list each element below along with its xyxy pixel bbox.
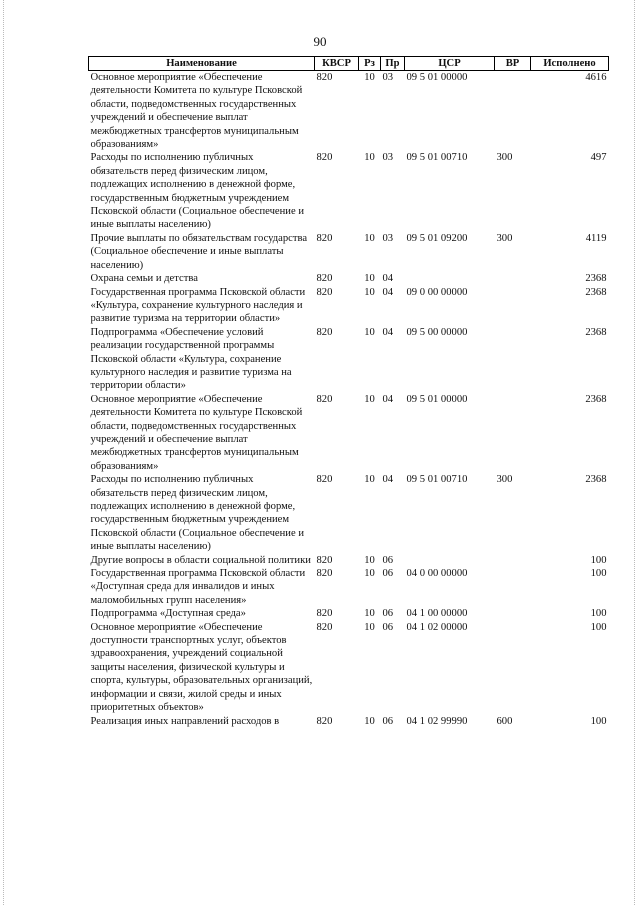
row-kvsr: 820 [316,393,333,405]
row-pr: 04 [382,474,394,486]
table-row [89,326,609,393]
row-kvsr: 820 [316,554,333,566]
table-row [89,272,609,285]
row-amount: 4616 [585,72,607,83]
row-pr: 03 [382,72,394,83]
row-csr: 09 5 01 00710 [406,152,468,164]
row-pr: 06 [382,715,394,727]
row-csr: 04 1 02 99990 [406,715,468,727]
header-rz: Рз [359,57,381,71]
table-row [89,232,609,272]
row-pr: 04 [382,273,394,285]
table-body [89,71,609,728]
row-kvsr: 820 [316,286,333,298]
row-csr: 09 5 01 00000 [406,72,468,83]
row-kvsr: 820 [316,232,333,244]
table-row [89,151,609,231]
row-csr [405,272,495,285]
row-vr [495,393,531,473]
table-row [89,621,609,715]
row-vr [495,621,531,715]
row-amount: 2368 [585,326,607,338]
row-rz: 10 [364,393,375,405]
row-name: Государственная программа Псковской области «Доступная среда для инвалидов и иных маломобильных групп населения» [90,568,306,606]
row-rz: 10 [364,152,375,164]
row-csr [405,554,495,567]
row-kvsr: 820 [316,608,333,620]
row-vr [495,607,531,620]
table-row [89,393,609,473]
row-pr: 04 [382,326,394,338]
row-rz: 10 [364,326,375,338]
table-header-row [89,57,609,71]
row-amount: 2368 [585,393,607,405]
row-rz: 10 [364,568,375,580]
row-pr: 06 [382,554,394,566]
row-pr: 04 [382,393,394,405]
row-kvsr: 820 [316,474,333,486]
row-name: Прочие выплаты по обязательствам государства (Социальное обеспечение и иные выплаты населению) [90,232,308,271]
row-kvsr: 820 [316,715,333,727]
row-kvsr: 820 [316,621,333,633]
row-rz: 10 [364,608,375,620]
page-number: 90 [313,34,327,49]
row-amount: 100 [590,621,607,633]
scan-edge-left [3,0,5,905]
row-pr: 06 [382,608,394,620]
table-row [89,715,609,728]
row-rz: 10 [364,474,375,486]
header-amount: Исполнено [531,57,609,71]
row-name: Основное мероприятие «Обеспечение деятельности Комитета по культуре Псковской области, подведомственных государственных учреждений и обеспечение выплат межбюджетных трансфертов муниципальным образованиям» [90,393,303,472]
row-kvsr: 820 [316,72,333,83]
row-name: Охрана семьи и детства [90,273,198,285]
row-vr: 600 [496,715,513,727]
row-name: Подпрограмма «Обеспечение условий реализации государственной программы Псковской области «Культура, сохранение культурного наследия и развитие туризма на территории области» [90,326,292,392]
row-rz: 10 [364,232,375,244]
table-row [89,473,609,553]
row-name: Расходы по исполнению публичных обязательств перед физическим лицом, подлежащих исполнению в денежной форме, государственным бюджетным учреждением Псковской области (Социальное обеспечение и иные выплаты населению) [90,152,304,231]
row-name: Основное мероприятие «Обеспечение деятельности Комитета по культуре Псковской области, подведомственных государственных учреждений и обеспечение выплат межбюджетных трансфертов муниципальным образованиям» [90,72,303,151]
row-rz: 10 [364,715,375,727]
row-vr [495,554,531,567]
row-csr: 04 1 00 00000 [406,608,468,620]
row-csr: 09 5 00 00000 [406,326,468,338]
header-vr: ВР [495,57,531,71]
table-row [89,554,609,567]
header-kvsr: КВСР [315,57,359,71]
row-csr: 04 1 02 00000 [406,621,468,633]
row-rz: 10 [364,621,375,633]
row-amount: 2368 [585,273,607,285]
row-vr [495,567,531,607]
row-vr: 300 [496,474,513,486]
row-rz: 10 [364,273,375,285]
scan-edge-right [634,0,636,905]
row-pr: 04 [382,286,394,298]
row-vr [495,272,531,285]
row-csr: 09 5 01 00710 [406,474,468,486]
row-rz: 10 [364,72,375,83]
row-vr: 300 [496,232,513,244]
row-pr: 03 [382,232,394,244]
budget-table [88,56,609,728]
row-amount: 2368 [585,286,607,298]
header-pr: Пр [381,57,405,71]
row-kvsr: 820 [316,273,333,285]
row-csr: 09 5 01 00000 [406,393,468,405]
row-rz: 10 [364,286,375,298]
row-name: Государственная программа Псковской области «Культура, сохранение культурного наследия и развитие туризма на территории области» [90,286,306,325]
row-amount: 100 [590,715,607,727]
row-pr: 03 [382,152,394,164]
row-vr [495,326,531,393]
row-csr: 09 5 01 09200 [406,232,468,244]
row-amount: 4119 [585,232,607,244]
row-kvsr: 820 [316,326,333,338]
row-name: Расходы по исполнению публичных обязательств перед физическим лицом, подлежащих исполнению в денежной форме, государственным бюджетным учреждением Псковской области (Социальное обеспечение и иные выплаты населению) [90,474,304,553]
row-csr: 09 0 00 00000 [406,286,468,298]
row-name: Подпрограмма «Доступная среда» [90,608,246,620]
table-row [89,71,609,152]
table-row [89,286,609,326]
row-amount: 497 [590,152,607,164]
row-amount: 100 [590,554,607,566]
row-kvsr: 820 [316,152,333,164]
table-row [89,607,609,620]
row-amount: 100 [590,608,607,620]
row-pr: 06 [382,568,394,580]
row-csr: 04 0 00 00000 [406,568,468,580]
row-vr: 300 [496,152,513,164]
row-vr [495,71,531,152]
row-name: Другие вопросы в области социальной политики [90,554,311,566]
row-name: Реализация иных направлений расходов в [90,715,280,727]
header-name: Наименование [89,57,315,71]
header-csr: ЦСР [405,57,495,71]
table-row [89,567,609,607]
row-pr: 06 [382,621,394,633]
row-amount: 2368 [585,474,607,486]
row-kvsr: 820 [316,568,333,580]
row-amount: 100 [590,568,607,580]
row-rz: 10 [364,554,375,566]
row-vr [495,286,531,326]
row-name: Основное мероприятие «Обеспечение доступности транспортных услуг, объектов здравоохранения, учреждений социальной защиты населения, физической культуры и спорта, культуры, образовательных организаций, информации и связи, жилой среды и иных приоритетных объектов» [90,621,313,714]
